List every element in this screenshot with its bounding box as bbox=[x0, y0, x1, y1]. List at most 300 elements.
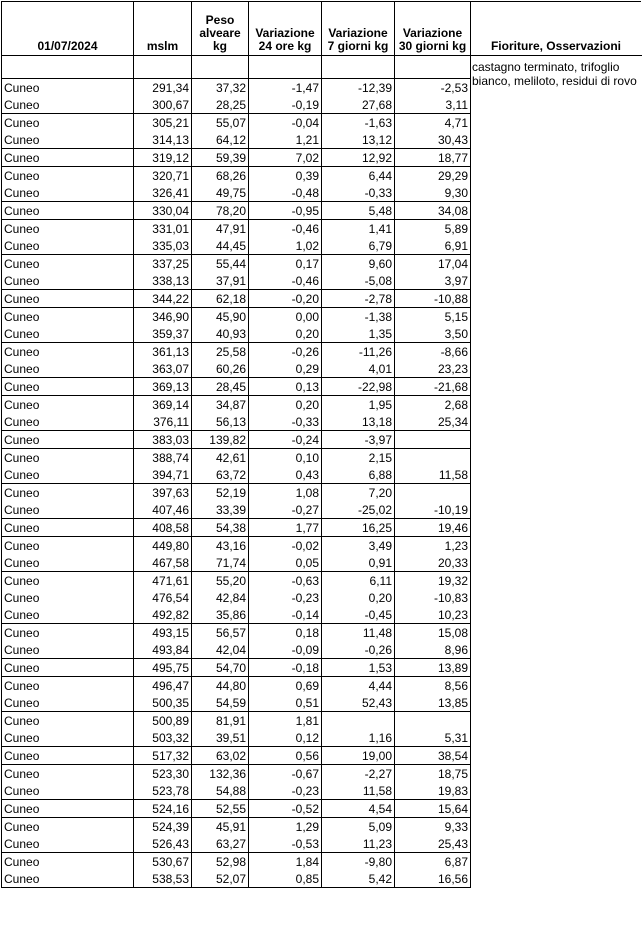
cell-var30: 23,23 bbox=[395, 360, 471, 378]
cell-notes bbox=[471, 835, 642, 853]
table-row bbox=[2, 554, 642, 572]
cell-var30: 25,43 bbox=[395, 835, 471, 853]
cell-notes bbox=[471, 396, 642, 414]
cell-var7: -9,80 bbox=[322, 853, 395, 871]
cell-var24: 0,56 bbox=[249, 747, 322, 765]
cell-var30: 5,31 bbox=[395, 729, 471, 747]
table-row bbox=[2, 431, 642, 449]
cell-weight: 54,38 bbox=[192, 519, 249, 537]
cell-notes bbox=[471, 96, 642, 114]
cell-var7: 1,95 bbox=[322, 396, 395, 414]
cell-altitude: 407,46 bbox=[134, 501, 192, 519]
table-row bbox=[2, 237, 642, 255]
cell-altitude: 538,53 bbox=[134, 870, 192, 888]
cell-altitude: 314,13 bbox=[134, 131, 192, 149]
cell-var30: 6,91 bbox=[395, 237, 471, 255]
table-row bbox=[2, 589, 642, 606]
cell-city: Cuneo bbox=[2, 554, 134, 572]
cell-weight: 78,20 bbox=[192, 202, 249, 220]
cell-notes bbox=[471, 131, 642, 149]
cell-weight: 68,26 bbox=[192, 167, 249, 185]
cell-var7: 16,25 bbox=[322, 519, 395, 537]
cell-altitude: 383,03 bbox=[134, 431, 192, 449]
cell-var30: 8,56 bbox=[395, 677, 471, 695]
table-row bbox=[2, 255, 642, 273]
cell-weight: 63,27 bbox=[192, 835, 249, 853]
cell-weight: 64,12 bbox=[192, 131, 249, 149]
cell-var30: 30,43 bbox=[395, 131, 471, 149]
table-row bbox=[2, 782, 642, 800]
cell-var24: 0,51 bbox=[249, 694, 322, 712]
cell-var24: 1,84 bbox=[249, 853, 322, 871]
cell-var7: 1,41 bbox=[322, 220, 395, 238]
cell-weight: 37,91 bbox=[192, 272, 249, 290]
cell-weight: 49,75 bbox=[192, 184, 249, 202]
cell-var30: 3,50 bbox=[395, 325, 471, 343]
cell-weight: 42,04 bbox=[192, 641, 249, 659]
cell-altitude: 330,04 bbox=[134, 202, 192, 220]
cell-var24: 0,10 bbox=[249, 449, 322, 467]
table-row bbox=[2, 378, 642, 396]
cell-city: Cuneo bbox=[2, 712, 134, 730]
table-row bbox=[2, 114, 642, 132]
cell-city: Cuneo bbox=[2, 870, 134, 888]
table-row bbox=[2, 765, 642, 783]
table-row bbox=[2, 360, 642, 378]
cell-weight: 56,57 bbox=[192, 624, 249, 642]
cell-weight: 42,84 bbox=[192, 589, 249, 606]
cell-var7: -0,33 bbox=[322, 184, 395, 202]
cell-weight: 45,90 bbox=[192, 308, 249, 326]
cell-notes bbox=[471, 501, 642, 519]
cell-var30 bbox=[395, 712, 471, 730]
cell-var30: 13,89 bbox=[395, 659, 471, 677]
cell-var7: 9,60 bbox=[322, 255, 395, 273]
table-row bbox=[2, 835, 642, 853]
table-row bbox=[2, 290, 642, 308]
table-row bbox=[2, 202, 642, 220]
cell-var24: 0,85 bbox=[249, 870, 322, 888]
cell-weight: 63,02 bbox=[192, 747, 249, 765]
cell-var24: 1,29 bbox=[249, 818, 322, 836]
cell-var7: 27,68 bbox=[322, 96, 395, 114]
table-row bbox=[2, 131, 642, 149]
cell-var7: -12,39 bbox=[322, 79, 395, 97]
cell-var24: 1,21 bbox=[249, 131, 322, 149]
table-row bbox=[2, 870, 642, 888]
cell-city: Cuneo bbox=[2, 272, 134, 290]
cell-altitude: 492,82 bbox=[134, 606, 192, 624]
cell-city: Cuneo bbox=[2, 606, 134, 624]
cell-altitude: 376,11 bbox=[134, 413, 192, 431]
header-var24: Variazione 24 ore kg bbox=[249, 2, 322, 56]
cell-notes bbox=[471, 360, 642, 378]
table-row bbox=[2, 800, 642, 818]
cell-notes bbox=[471, 572, 642, 590]
header-altitude: mslm bbox=[134, 2, 192, 56]
cell-notes bbox=[471, 290, 642, 308]
cell-notes bbox=[471, 624, 642, 642]
cell-var24: -0,95 bbox=[249, 202, 322, 220]
cell-var30: 18,77 bbox=[395, 149, 471, 167]
cell-weight: 55,20 bbox=[192, 572, 249, 590]
cell-city: Cuneo bbox=[2, 184, 134, 202]
cell-city: Cuneo bbox=[2, 255, 134, 273]
cell-var24: -0,19 bbox=[249, 96, 322, 114]
cell-var30: 20,33 bbox=[395, 554, 471, 572]
cell-altitude: 449,80 bbox=[134, 537, 192, 555]
cell-var7: 0,91 bbox=[322, 554, 395, 572]
cell-notes bbox=[471, 378, 642, 396]
cell-var7: 3,49 bbox=[322, 537, 395, 555]
cell-var7: -2,78 bbox=[322, 290, 395, 308]
cell-city: Cuneo bbox=[2, 220, 134, 238]
cell-notes bbox=[471, 114, 642, 132]
cell-var24: 1,77 bbox=[249, 519, 322, 537]
cell-var30 bbox=[395, 449, 471, 467]
cell-notes bbox=[471, 255, 642, 273]
cell-notes bbox=[471, 325, 642, 343]
cell-notes bbox=[471, 677, 642, 695]
cell-city: Cuneo bbox=[2, 747, 134, 765]
cell-city: Cuneo bbox=[2, 343, 134, 361]
cell-var7: 11,48 bbox=[322, 624, 395, 642]
cell-notes bbox=[471, 308, 642, 326]
table-row bbox=[2, 694, 642, 712]
cell-var30: -21,68 bbox=[395, 378, 471, 396]
cell-weight: 34,87 bbox=[192, 396, 249, 414]
cell-var30: 5,89 bbox=[395, 220, 471, 238]
cell-var7: 11,58 bbox=[322, 782, 395, 800]
cell-var30: 10,23 bbox=[395, 606, 471, 624]
cell-notes bbox=[471, 747, 642, 765]
cell-notes bbox=[471, 237, 642, 255]
cell-var30: 15,08 bbox=[395, 624, 471, 642]
observation-note: castagno terminato, trifoglio bianco, meliloto, residui di rovo bbox=[472, 60, 637, 88]
cell-var24: 0,17 bbox=[249, 255, 322, 273]
cell-var7: -2,27 bbox=[322, 765, 395, 783]
cell-weight: 28,25 bbox=[192, 96, 249, 114]
table-row bbox=[2, 396, 642, 414]
cell-var7: 0,20 bbox=[322, 589, 395, 606]
cell-altitude: 326,41 bbox=[134, 184, 192, 202]
cell-altitude: 500,35 bbox=[134, 694, 192, 712]
table-row bbox=[2, 853, 642, 871]
cell-weight: 37,32 bbox=[192, 79, 249, 97]
cell-altitude: 338,13 bbox=[134, 272, 192, 290]
table-row bbox=[2, 343, 642, 361]
cell-var24: -0,53 bbox=[249, 835, 322, 853]
cell-altitude: 503,32 bbox=[134, 729, 192, 747]
cell-city: Cuneo bbox=[2, 501, 134, 519]
cell-weight: 42,61 bbox=[192, 449, 249, 467]
cell-altitude: 524,39 bbox=[134, 818, 192, 836]
cell-altitude: 394,71 bbox=[134, 466, 192, 484]
cell-notes bbox=[471, 818, 642, 836]
cell-notes bbox=[471, 449, 642, 467]
cell-city: Cuneo bbox=[2, 378, 134, 396]
cell-notes bbox=[471, 149, 642, 167]
cell-notes bbox=[471, 589, 642, 606]
cell-altitude: 361,13 bbox=[134, 343, 192, 361]
cell-var24: 0,13 bbox=[249, 378, 322, 396]
cell-var30: 5,15 bbox=[395, 308, 471, 326]
cell-var7: 11,23 bbox=[322, 835, 395, 853]
cell-city: Cuneo bbox=[2, 167, 134, 185]
cell-city: Cuneo bbox=[2, 641, 134, 659]
cell-altitude: 467,58 bbox=[134, 554, 192, 572]
cell-notes bbox=[471, 484, 642, 502]
cell-var30 bbox=[395, 431, 471, 449]
cell-altitude: 344,22 bbox=[134, 290, 192, 308]
cell-var24: 0,39 bbox=[249, 167, 322, 185]
table-row bbox=[2, 641, 642, 659]
cell-city: Cuneo bbox=[2, 79, 134, 97]
cell-var24: -1,47 bbox=[249, 79, 322, 97]
cell-city: Cuneo bbox=[2, 96, 134, 114]
table-row bbox=[2, 220, 642, 238]
table-row bbox=[2, 484, 642, 502]
cell-city: Cuneo bbox=[2, 729, 134, 747]
cell-city: Cuneo bbox=[2, 624, 134, 642]
cell-notes bbox=[471, 853, 642, 871]
cell-altitude: 496,47 bbox=[134, 677, 192, 695]
table-body bbox=[2, 56, 642, 888]
cell-var30: -2,53 bbox=[395, 79, 471, 97]
cell-notes bbox=[471, 202, 642, 220]
cell-altitude: 493,84 bbox=[134, 641, 192, 659]
table-row bbox=[2, 624, 642, 642]
cell-notes bbox=[471, 729, 642, 747]
cell-weight: 52,07 bbox=[192, 870, 249, 888]
cell-var30: -8,66 bbox=[395, 343, 471, 361]
table-row bbox=[2, 729, 642, 747]
cell-var7: 7,20 bbox=[322, 484, 395, 502]
cell-city: Cuneo bbox=[2, 466, 134, 484]
cell-city: Cuneo bbox=[2, 308, 134, 326]
cell-altitude: 524,16 bbox=[134, 800, 192, 818]
cell-var24: -0,67 bbox=[249, 765, 322, 783]
cell-var24: -0,09 bbox=[249, 641, 322, 659]
cell-weight: 39,51 bbox=[192, 729, 249, 747]
cell-notes bbox=[471, 413, 642, 431]
cell-var7: 2,15 bbox=[322, 449, 395, 467]
cell-city: Cuneo bbox=[2, 114, 134, 132]
cell-var24: -0,14 bbox=[249, 606, 322, 624]
cell-weight: 54,59 bbox=[192, 694, 249, 712]
cell-var7: 5,42 bbox=[322, 870, 395, 888]
cell-var24: 0,18 bbox=[249, 624, 322, 642]
cell-weight: 52,98 bbox=[192, 853, 249, 871]
table-row bbox=[2, 537, 642, 555]
cell-altitude: 397,63 bbox=[134, 484, 192, 502]
cell-var30: -10,19 bbox=[395, 501, 471, 519]
cell-city: Cuneo bbox=[2, 149, 134, 167]
cell-var24: 0,20 bbox=[249, 396, 322, 414]
table-row bbox=[2, 606, 642, 624]
cell-var24: 0,29 bbox=[249, 360, 322, 378]
cell-city: Cuneo bbox=[2, 431, 134, 449]
cell-weight: 55,07 bbox=[192, 114, 249, 132]
header-date: 01/07/2024 bbox=[2, 2, 134, 56]
cell-var7: 13,12 bbox=[322, 131, 395, 149]
cell-weight: 45,91 bbox=[192, 818, 249, 836]
cell-var7: 52,43 bbox=[322, 694, 395, 712]
cell-var30: 29,29 bbox=[395, 167, 471, 185]
cell-city: Cuneo bbox=[2, 202, 134, 220]
cell-city: Cuneo bbox=[2, 325, 134, 343]
cell-weight: 54,70 bbox=[192, 659, 249, 677]
table-row bbox=[2, 712, 642, 730]
cell-var24: 1,81 bbox=[249, 712, 322, 730]
cell-var24: -0,48 bbox=[249, 184, 322, 202]
cell-var30: 19,32 bbox=[395, 572, 471, 590]
cell-var7: 6,88 bbox=[322, 466, 395, 484]
cell-var30: 19,46 bbox=[395, 519, 471, 537]
cell-altitude: 495,75 bbox=[134, 659, 192, 677]
cell-var30: 3,11 bbox=[395, 96, 471, 114]
cell-weight: 60,26 bbox=[192, 360, 249, 378]
cell-var24: 7,02 bbox=[249, 149, 322, 167]
cell-notes bbox=[471, 659, 642, 677]
cell-weight: 40,93 bbox=[192, 325, 249, 343]
cell-var24: -0,23 bbox=[249, 589, 322, 606]
table-row bbox=[2, 501, 642, 519]
cell-city: Cuneo bbox=[2, 677, 134, 695]
cell-altitude: 291,34 bbox=[134, 79, 192, 97]
cell-weight: 55,44 bbox=[192, 255, 249, 273]
cell-altitude: 530,67 bbox=[134, 853, 192, 871]
cell-var7: -0,26 bbox=[322, 641, 395, 659]
cell-altitude: 331,01 bbox=[134, 220, 192, 238]
cell-altitude: 476,54 bbox=[134, 589, 192, 606]
cell-weight: 47,91 bbox=[192, 220, 249, 238]
cell-var24: 0,05 bbox=[249, 554, 322, 572]
cell-weight: 59,39 bbox=[192, 149, 249, 167]
cell-weight: 52,19 bbox=[192, 484, 249, 502]
cell-altitude: 523,78 bbox=[134, 782, 192, 800]
cell-var24: -0,24 bbox=[249, 431, 322, 449]
cell-var30: -10,83 bbox=[395, 589, 471, 606]
cell-altitude: 300,67 bbox=[134, 96, 192, 114]
cell-var7: 5,48 bbox=[322, 202, 395, 220]
cell-var24: 0,69 bbox=[249, 677, 322, 695]
table-row bbox=[2, 149, 642, 167]
cell-city: Cuneo bbox=[2, 589, 134, 606]
cell-city: Cuneo bbox=[2, 853, 134, 871]
cell-var30: 9,33 bbox=[395, 818, 471, 836]
cell-var7: 4,01 bbox=[322, 360, 395, 378]
cell-var30: 6,87 bbox=[395, 853, 471, 871]
cell-weight: 44,80 bbox=[192, 677, 249, 695]
cell-var30: 1,23 bbox=[395, 537, 471, 555]
table-row bbox=[2, 519, 642, 537]
cell-city: Cuneo bbox=[2, 290, 134, 308]
cell-weight: 25,58 bbox=[192, 343, 249, 361]
cell-altitude: 408,58 bbox=[134, 519, 192, 537]
cell-weight: 81,91 bbox=[192, 712, 249, 730]
cell-var24: -0,26 bbox=[249, 343, 322, 361]
cell-city: Cuneo bbox=[2, 782, 134, 800]
cell-altitude: 388,74 bbox=[134, 449, 192, 467]
cell-var30: 9,30 bbox=[395, 184, 471, 202]
table-row bbox=[2, 96, 642, 114]
cell-notes bbox=[471, 765, 642, 783]
spreadsheet bbox=[1, 1, 642, 888]
cell-altitude: 517,32 bbox=[134, 747, 192, 765]
cell-var24: -0,23 bbox=[249, 782, 322, 800]
cell-var24: -0,33 bbox=[249, 413, 322, 431]
cell-city: Cuneo bbox=[2, 484, 134, 502]
cell-var7: -3,97 bbox=[322, 431, 395, 449]
cell-var30: 16,56 bbox=[395, 870, 471, 888]
cell-var30: 25,34 bbox=[395, 413, 471, 431]
cell-weight: 54,88 bbox=[192, 782, 249, 800]
cell-var7: -25,02 bbox=[322, 501, 395, 519]
table-row bbox=[2, 449, 642, 467]
cell-var7: 1,53 bbox=[322, 659, 395, 677]
cell-var24: -0,27 bbox=[249, 501, 322, 519]
cell-altitude: 335,03 bbox=[134, 237, 192, 255]
cell-altitude: 369,13 bbox=[134, 378, 192, 396]
header-var7: Variazione 7 giorni kg bbox=[322, 2, 395, 56]
cell-notes bbox=[471, 782, 642, 800]
cell-var30: 8,96 bbox=[395, 641, 471, 659]
cell-weight: 63,72 bbox=[192, 466, 249, 484]
cell-city: Cuneo bbox=[2, 818, 134, 836]
cell-city: Cuneo bbox=[2, 800, 134, 818]
cell-city: Cuneo bbox=[2, 694, 134, 712]
table-row bbox=[2, 659, 642, 677]
table-row bbox=[2, 413, 642, 431]
cell-var30 bbox=[395, 484, 471, 502]
header-weight: Peso alveare kg bbox=[192, 2, 249, 56]
table-row bbox=[2, 184, 642, 202]
cell-var30: 15,64 bbox=[395, 800, 471, 818]
cell-var24: 0,12 bbox=[249, 729, 322, 747]
cell-notes bbox=[471, 870, 642, 888]
cell-altitude: 337,25 bbox=[134, 255, 192, 273]
cell-altitude: 319,12 bbox=[134, 149, 192, 167]
cell-weight: 56,13 bbox=[192, 413, 249, 431]
cell-weight: 35,86 bbox=[192, 606, 249, 624]
header-notes: Fioriture, Osservazioni bbox=[471, 2, 642, 56]
cell-altitude: 526,43 bbox=[134, 835, 192, 853]
cell-var24: 0,00 bbox=[249, 308, 322, 326]
cell-city: Cuneo bbox=[2, 537, 134, 555]
cell-var24: 0,43 bbox=[249, 466, 322, 484]
cell-notes bbox=[471, 694, 642, 712]
cell-notes bbox=[471, 641, 642, 659]
cell-var24: 1,08 bbox=[249, 484, 322, 502]
cell-notes bbox=[471, 800, 642, 818]
cell-var7: -1,63 bbox=[322, 114, 395, 132]
cell-notes bbox=[471, 220, 642, 238]
table-row bbox=[2, 466, 642, 484]
table-row bbox=[2, 308, 642, 326]
cell-var7: 19,00 bbox=[322, 747, 395, 765]
table-row bbox=[2, 677, 642, 695]
header-var30: Variazione 30 giorni kg bbox=[395, 2, 471, 56]
cell-var30: 11,58 bbox=[395, 466, 471, 484]
cell-var30: 2,68 bbox=[395, 396, 471, 414]
table-row bbox=[2, 572, 642, 590]
cell-var7: 1,16 bbox=[322, 729, 395, 747]
cell-var7: -0,45 bbox=[322, 606, 395, 624]
cell-city: Cuneo bbox=[2, 519, 134, 537]
cell-altitude: 369,14 bbox=[134, 396, 192, 414]
cell-notes bbox=[471, 272, 642, 290]
